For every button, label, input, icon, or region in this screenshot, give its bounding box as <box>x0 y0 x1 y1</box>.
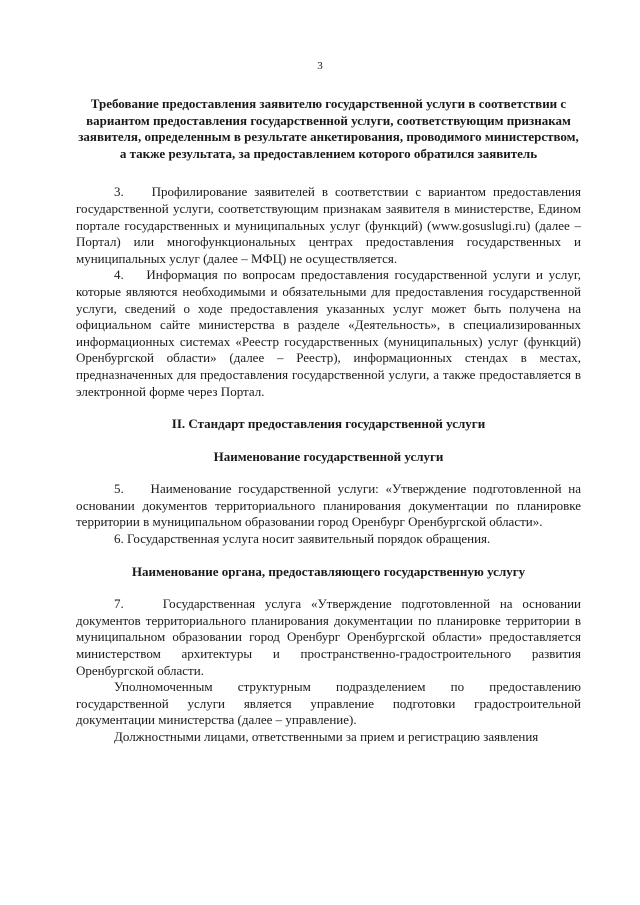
paragraph-7: 7. Государственная услуга «Утверждение подготовленной на основании документов территориального планирования документации по планировке территории в муниципальном образовании город Оренбург Оренбургской области» предоставляется министерством архитектуры и пространственно-градостроительного развития Оренбургской области. <box>76 596 581 678</box>
paragraph-4: 4. Информация по вопросам предоставления государственной услуги и услуг, которые являются необходимыми и обязательными для предоставления государственной услуги, сведений о ходе предоставления указанных услуг может быть получена на официальном сайте министерства в разделе «Деятельность», в специализированных информационных системах «Реестр государственных (муниципальных) услуг (функций) Оренбургской области» (далее – Реестр), информационных стендах в местах, предназначенных для предоставления государственной услуги, а также предоставляется в электронной форме через Портал. <box>76 267 581 399</box>
service-provider-heading: Наименование органа, предоставляющего государственную услугу <box>131 563 526 579</box>
page-content <box>76 96 581 746</box>
page-number: 3 <box>317 60 323 72</box>
paragraph-5: 5. Наименование государственной услуги: «Утверждение подготовленной на основании документов территориального планирования документации по планировке территории в муниципальном образовании город Оренбург Оренбургской области». <box>76 481 581 530</box>
paragraph-6: 6. Государственная услуга носит заявительный порядок обращения. <box>114 531 491 547</box>
paragraph-authorized-unit: Уполномоченным структурным подразделением по предоставлению государственной услуги является управление подготовки градостроительной документации министерства (далее – управление). <box>76 679 581 728</box>
requirement-heading: Требование предоставления заявителю государственной услуги в соответствии с вариантом предоставления государственной услуги, соответствующим признакам заявителя, определенным в результате анкетирования, проводимого министерством, а также результата, за предоставлением которого обратился заявитель <box>78 96 579 161</box>
service-name-heading: Наименование государственной услуги <box>213 448 444 464</box>
paragraph-3: 3. Профилирование заявителей в соответствии с вариантом предоставления государственной услуги, соответствующим признакам заявителя в министерстве, Едином портале государственных и муниципальных услуг (функций) (www.gosuslugi.ru) (далее – Портал) или многофункциональных центрах предоставления государственных и муниципальных услуг (далее – МФЦ) не осуществляется. <box>76 184 581 266</box>
paragraph-officials: Должностными лицами, ответственными за прием и регистрацию заявления <box>114 729 539 744</box>
section-2-title: II. Стандарт предоставления государственной услуги <box>171 416 486 432</box>
